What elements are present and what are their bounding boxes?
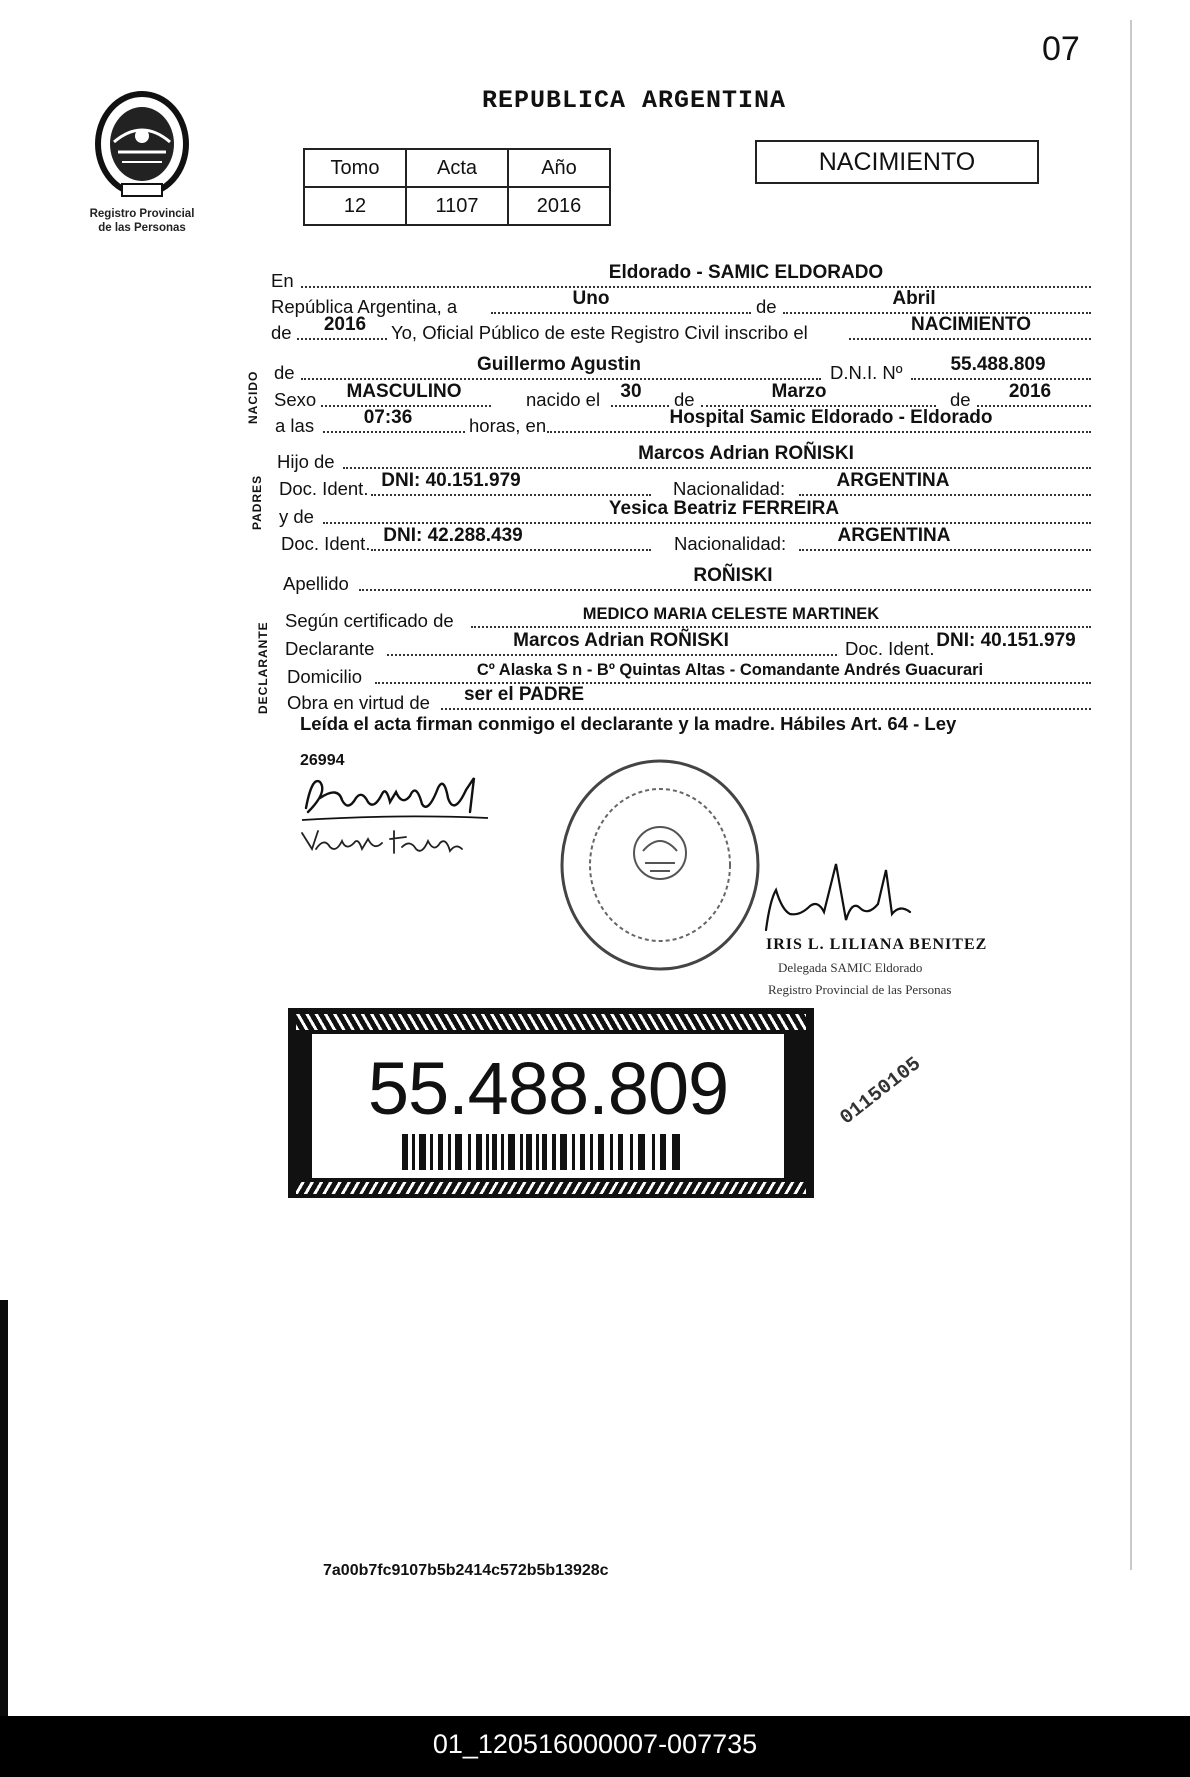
birth-day: 30 — [620, 381, 642, 402]
side-label-padres: PADRES — [250, 474, 264, 530]
dni-sticker-number: 55.488.809 — [367, 1047, 729, 1130]
logo-caption-2: de las Personas — [98, 222, 186, 234]
sexo-value: MASCULINO — [346, 381, 462, 402]
province-logo — [86, 90, 198, 240]
registry-ano-value: 2016 — [508, 187, 610, 225]
inscribo-value: NACIMIENTO — [911, 314, 1031, 335]
birth-de-label-2: de — [950, 389, 971, 410]
registry-table — [303, 148, 611, 226]
row-certificado — [271, 602, 1091, 632]
officer-registry: Registro Provincial de las Personas — [768, 982, 952, 997]
registry-header-acta: Acta — [406, 149, 508, 187]
name-de-label: de — [274, 362, 295, 383]
birth-year: 2016 — [1008, 381, 1052, 402]
signature-mother-icon — [298, 825, 468, 859]
child-dni: 55.488.809 — [950, 354, 1046, 375]
certificate-issuer: MEDICO MARIA CELESTE MARTINEK — [582, 605, 880, 623]
row-inscribo — [271, 314, 1091, 344]
apellido-label: Apellido — [283, 573, 349, 594]
row-mother-doc — [271, 525, 1091, 555]
signature-officer-icon — [760, 860, 950, 940]
father-name: Marcos Adrian ROÑISKI — [638, 443, 854, 464]
scan-edge — [0, 1300, 8, 1740]
father-nat-label: Nacionalidad: — [673, 478, 786, 499]
mother-nat-label: Nacionalidad: — [674, 533, 787, 554]
registry-header-ano: Año — [508, 149, 610, 187]
page-border — [1130, 20, 1132, 1570]
dni-label: D.N.I. Nº — [830, 362, 903, 383]
father-doc: DNI: 40.151.979 — [381, 470, 521, 491]
y-de-label: y de — [279, 506, 314, 527]
obra-label: Obra en virtud de — [287, 692, 430, 713]
mother-signature — [298, 825, 468, 864]
declarante-doc-label: Doc. Ident. — [845, 638, 935, 659]
row-father-doc — [271, 470, 1091, 500]
registry-header-tomo: Tomo — [304, 149, 406, 187]
side-label-declarante: DECLARANTE — [256, 621, 270, 714]
record-year: 2016 — [323, 314, 367, 335]
mother-doc-label: Doc. Ident. — [281, 533, 371, 554]
officer-name: IRIS L. LILIANA BENITEZ — [766, 936, 988, 953]
closing-law-number: 26994 — [300, 752, 345, 769]
birth-month: Marzo — [771, 381, 827, 402]
declarante-name: Marcos Adrian ROÑISKI — [513, 630, 729, 651]
domicilio-label: Domicilio — [287, 666, 363, 687]
place-of-record: Eldorado - SAMIC ELDORADO — [608, 262, 884, 283]
father-signature — [298, 768, 508, 833]
record-month: Abril — [892, 288, 936, 309]
year-label: de — [271, 322, 292, 343]
declarante-label: Declarante — [285, 638, 375, 659]
father-nationality: ARGENTINA — [836, 470, 950, 491]
segun-label: Según certificado de — [285, 610, 454, 631]
republica-label: República Argentina, a — [271, 296, 458, 317]
row-apellido — [271, 565, 1091, 595]
registry-tomo-value: 12 — [304, 187, 406, 225]
record-day: Uno — [572, 288, 610, 309]
security-pattern — [296, 1014, 806, 1030]
birth-time: 07:36 — [363, 407, 413, 428]
document-hash: 7a00b7fc9107b5b2414c572b5b13928c — [323, 1562, 609, 1579]
officer-role: Delegada SAMIC Eldorado — [778, 960, 923, 975]
mother-name: Yesica Beatriz FERREIRA — [608, 498, 840, 519]
inscribo-text: Yo, Oficial Público de este Registro Civil inscribo el — [391, 322, 808, 343]
seal-stamp-icon — [555, 755, 765, 975]
document-title: REPUBLICA ARGENTINA — [482, 86, 787, 115]
hijo-label: Hijo de — [277, 451, 335, 472]
domicilio-value: Cº Alaska S n - Bº Quintas Altas - Comandante Andrés Guacurari — [476, 661, 984, 679]
row-father — [271, 443, 1091, 473]
birth-de-label: de — [674, 389, 695, 410]
side-label-nacido: NACIDO — [246, 370, 260, 424]
mother-nationality: ARGENTINA — [837, 525, 951, 546]
security-pattern-bottom — [296, 1182, 806, 1194]
a-las-label: a las — [275, 415, 315, 436]
barcode-icon — [402, 1134, 682, 1170]
row-name — [271, 354, 1091, 384]
registry-acta-value: 1107 — [406, 187, 508, 225]
record-type-box: NACIMIENTO — [755, 140, 1039, 184]
child-name: Guillermo Agustin — [477, 354, 641, 375]
de-label: de — [756, 296, 777, 317]
birth-place: Hospital Samic Eldorado - Eldorado — [669, 407, 993, 428]
apellido-value: ROÑISKI — [693, 565, 773, 586]
mother-doc: DNI: 42.288.439 — [383, 525, 523, 546]
sexo-label: Sexo — [274, 389, 317, 410]
father-doc-label: Doc. Ident. — [279, 478, 369, 499]
en-label: En — [271, 270, 294, 291]
obra-value: ser el PADRE — [463, 684, 585, 705]
dni-sticker-inner — [312, 1034, 784, 1178]
serial-stamp: 01150105 — [836, 1052, 926, 1131]
page-number: 07 — [1042, 30, 1080, 68]
officer-signature — [760, 860, 950, 945]
nacido-label: nacido el — [526, 389, 601, 410]
declarante-doc: DNI: 40.151.979 — [936, 630, 1076, 651]
dni-sticker — [288, 1008, 814, 1198]
horas-label: horas, en — [469, 415, 547, 436]
row-declarante — [271, 630, 1091, 660]
row-mother — [271, 498, 1091, 528]
coat-of-arms-icon — [92, 90, 192, 202]
official-seal — [555, 755, 765, 980]
signature-father-icon — [298, 768, 508, 828]
footer-id-strip: 01_120516000007-007735 — [0, 1716, 1190, 1777]
closing-statement: Leída el acta firman conmigo el declarante y la madre. Hábiles Art. 64 - Ley — [300, 713, 957, 734]
row-time — [271, 407, 1091, 437]
logo-caption-1: Registro Provincial — [89, 208, 195, 220]
